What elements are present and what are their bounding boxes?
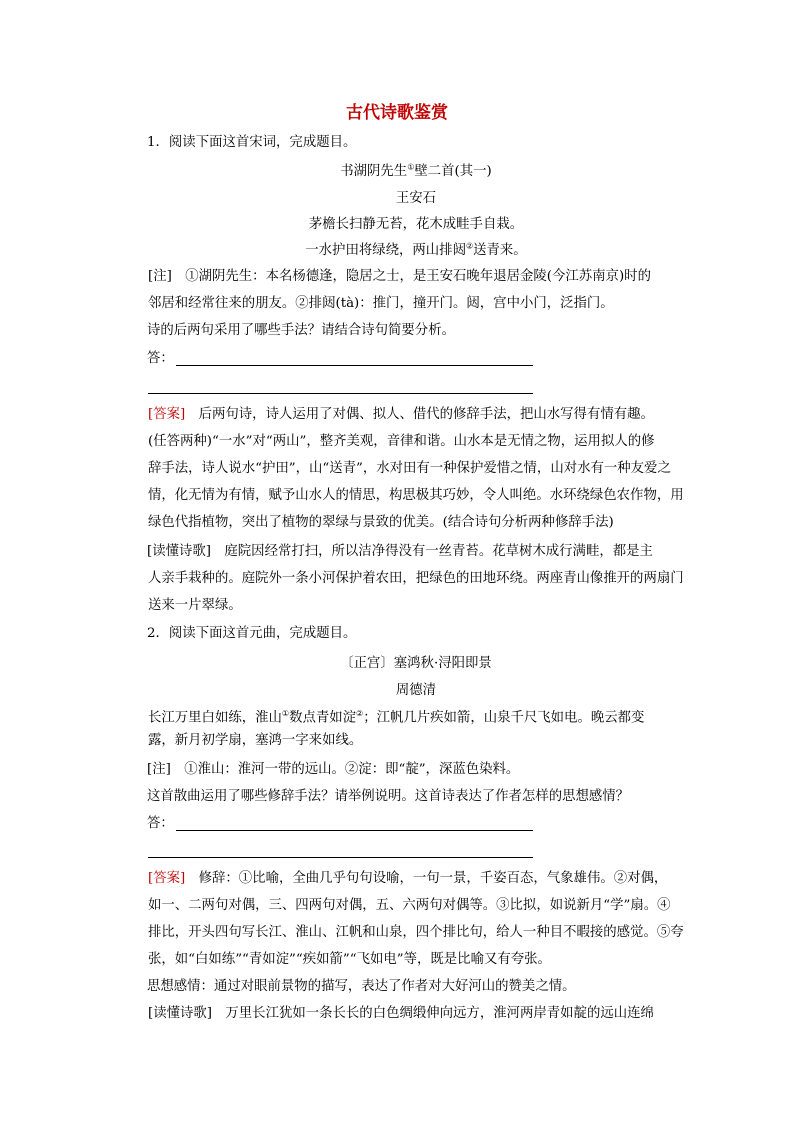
q2-answer-prefix: 答： [147,816,174,831]
q2-answer-tag: [答案] [148,871,186,886]
q1-verse-1: 茅檐长扫静无苔，花木成畦手自栽。 [308,217,524,232]
q1-answer-line-2 [148,393,533,394]
q1-poem-title-a: 书湖阴先生 [340,164,408,179]
q1-verse-2-b: 送青来。 [473,243,527,258]
q1-verse-2-mark: ② [465,241,474,251]
q2-answer-row-4: 张，如“白如练”“青如淀”“疾如箭”“飞如电”等，既是比喻又有夸张。 [148,952,551,967]
q2-text-1a: 长江万里白如练，淮山 [148,710,282,726]
q1-answer-row-2: (任答两种)“一水”对“两山”，整齐美观，音律和谐。山水本是无情之物，运用拟人的修 [148,434,655,449]
q2-question: 这首散曲运用了哪些修辞手法？请举例说明。这首诗表达了作者怎样的思想感情？ [147,789,630,804]
q2-author: 周德清 [395,683,437,698]
q2-text-mark-2: ② [356,709,364,718]
q2-poem-title: 〔正宫〕塞鸿秋·浔阳即景 [340,656,492,671]
q2-note: [注] ①淮山：淮河一带的远山。②淀：即“靛”，深蓝色染料。 [147,762,520,777]
q1-read-text-1: 庭院因经常打扫，所以洁净得没有一丝青苔。花草树木成行满畦，都是主 [211,544,653,559]
page-title: 古代诗歌鉴赏 [346,103,448,123]
q1-note-line-1: [注] ①湖阴先生：本名杨德逢，隐居之士，是王安石晚年退居金陵(今江苏南京)时的 [148,269,651,284]
q1-answer-row-5: 绿色代指植物，突出了植物的翠绿与景致的优美。(结合诗句分析两种修辞手法) [148,515,614,530]
q1-answer-row-4: 情，化无情为有情，赋予山水人的情思，构思极其巧妙，令人叫绝。水环绕绿色农作物，用 [148,488,684,503]
q1-verse-2 [0,239,794,258]
q2-answer-row-2: 如一、二两句对偶，三、四两句对偶，五、六两句对偶等。③比拟，如说新月“学”扇。④ [148,898,671,913]
q2-answer-line-1 [176,830,533,831]
q2-read-row-1 [148,1005,654,1023]
q2-answer-row-3: 排比，开头四句写长江、淮山、江帆和山泉，四个排比句，给人一种目不暇接的感觉。⑤夸 [148,925,684,940]
q2-answer-line-2 [148,857,533,858]
q1-poem-title-mark: ① [407,162,415,172]
q2-thought: 思想感情：通过对眼前景物的描写，表达了作者对大好河山的赞美之情。 [147,979,576,994]
q1-answer-row-1 [148,406,654,424]
q1-poem-title [0,160,794,179]
q2-text-row-1 [148,705,644,727]
q1-poem-title-b: 壁二首(其一) [414,164,492,179]
q2-text-row-2: 露，新月初学扇，塞鸿一字来如线。 [148,733,363,748]
q2-read-tag: [读懂诗歌] [148,1006,213,1021]
q1-intro: 1．阅读下面这首宋词，完成题目。 [147,135,357,150]
q1-answer-tag: [答案] [148,407,186,422]
q2-text-1c: ；江帆几片疾如箭，山泉千尺飞如电。晚云都变 [363,710,645,726]
q2-text-1b: 数点青如淀 [289,710,357,726]
q1-answer-text-1: 后两句诗，诗人运用了对偶、拟人、借代的修辞手法，把山水写得有情有趣。 [185,407,654,422]
q1-read-tag: [读懂诗歌] [147,544,212,559]
q1-question: 诗的后两句采用了哪些手法？请结合诗句简要分析。 [147,323,455,338]
q1-read-row-1 [147,543,653,561]
q1-author: 王安石 [395,191,437,206]
q2-read-text-1: 万里长江犹如一条长长的白色绸缎伸向远方，淮河两岸青如靛的远山连绵 [212,1006,654,1021]
q1-read-row-2: 人亲手栽种的。庭院外一条小河保护着农田，把绿色的田地环绕。两座青山像推开的两扇门 [148,571,684,586]
q2-intro: 2．阅读下面这首元曲，完成题目。 [147,626,357,641]
q1-verse-2-a: 一水护田将绿绕，两山排闼 [305,243,466,258]
q2-text-mark-1: ① [281,709,290,718]
q1-note-line-2: 邻居和经常往来的朋友。②排闼(tà)：推门，撞开门。闼，宫中小门，泛指门。 [148,296,614,311]
q1-answer-prefix: 答： [147,351,174,366]
q2-answer-text-1: 修辞：①比喻，全曲几乎句句设喻，一句一景，千姿百态，气象雄伟。②对偶， [185,871,668,886]
q1-answer-line-1 [176,365,533,366]
q1-answer-row-3: 辞手法，诗人说水“护田”，山“送青”，水对田有一种保护爱惜之情，山对水有一种友爱之 [148,461,671,476]
q2-answer-row-1 [148,870,667,888]
q1-read-row-3: 送来一片翠绿。 [148,598,242,613]
